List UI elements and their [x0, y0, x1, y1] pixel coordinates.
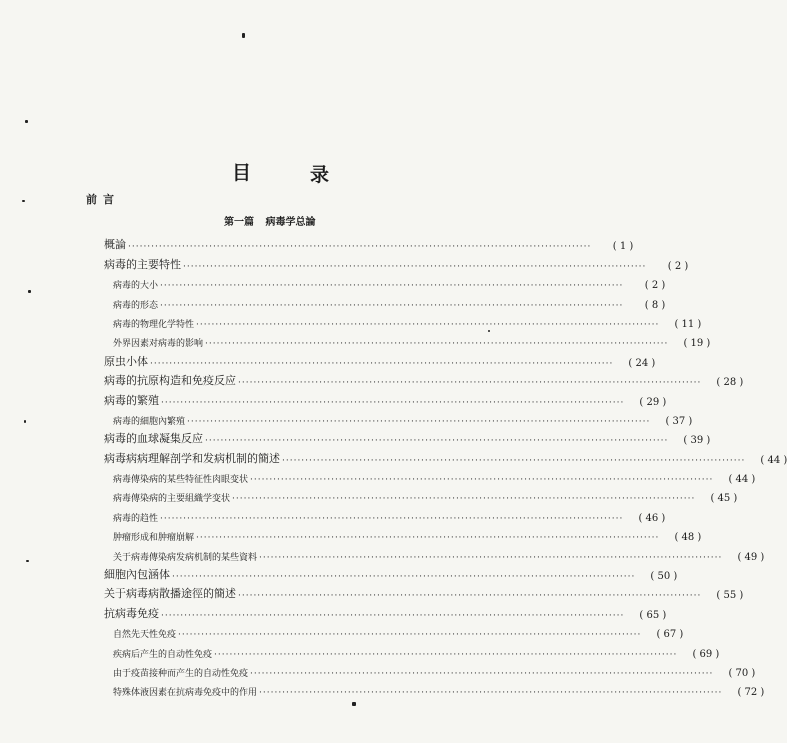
- dot-leader: ························································································································: [178, 630, 642, 641]
- contents-heading-char-2: 录: [310, 164, 330, 186]
- toc-entry-title: 病毒病病理解剖学和发病机制的簡述: [104, 451, 280, 465]
- toc-entry: [104, 563, 678, 583]
- dot-leader: ························································································································: [205, 339, 669, 350]
- toc-entry-title: 病毒的主要特性: [104, 257, 181, 271]
- toc-entry-title: 病毒的大小: [113, 281, 159, 292]
- toc-entry-title: 病毒傳染病的主要組織学变状: [113, 494, 231, 505]
- dot-leader: ························································································································: [172, 572, 636, 583]
- toc-entry: [104, 582, 744, 602]
- dot-leader: ························································································································: [205, 436, 669, 447]
- toc-entry-title: 病毒的繁殖: [104, 393, 159, 407]
- toc-entry-page: ( 45 ): [710, 493, 738, 505]
- dot-leader: ························································································································: [259, 688, 723, 699]
- scan-speck: [22, 200, 25, 202]
- toc-entry: [104, 349, 656, 369]
- scan-speck: [28, 290, 31, 293]
- toc-entry-page: ( 2 ): [667, 260, 689, 272]
- toc-entry: [104, 446, 787, 466]
- dot-leader: ························································································································: [232, 494, 696, 505]
- toc-entry-title: 疾病后产生的自动性免疫: [113, 649, 213, 660]
- toc-entry-title: 关于病毒傳染病发病机制的某些資料: [113, 552, 258, 563]
- toc-entry-title: 病毒的細胞內繁殖: [113, 416, 186, 427]
- toc-entry-page: ( 70 ): [728, 667, 756, 679]
- toc-entry-page: ( 37 ): [665, 415, 693, 427]
- toc-entry-page: ( 11 ): [674, 318, 702, 330]
- toc-entry: [104, 291, 666, 311]
- toc-entry: [104, 679, 765, 699]
- dot-leader: ························································································································: [187, 416, 651, 427]
- dot-leader: ························································································································: [161, 397, 625, 408]
- toc-entry-page: ( 39 ): [683, 435, 711, 447]
- toc-entry-page: ( 48 ): [674, 532, 702, 544]
- dot-leader: ························································································································: [161, 610, 625, 621]
- table-of-contents: [104, 233, 787, 699]
- dot-leader: ························································································································: [196, 319, 660, 330]
- part-title: 病毒学总論: [265, 217, 316, 228]
- dot-leader: ························································································································: [259, 552, 723, 563]
- toc-entry-title: 肿瘤形成和肿瘤崩解: [113, 533, 195, 544]
- toc-entry-title: 病毒的形态: [113, 300, 159, 311]
- toc-entry-page: ( 49 ): [737, 551, 765, 563]
- dot-leader: ························································································································: [183, 261, 647, 272]
- toc-entry: [104, 466, 756, 486]
- toc-entry: [104, 640, 720, 660]
- preface-entry: 前言: [86, 193, 120, 206]
- dot-leader: ························································································································: [250, 475, 714, 486]
- toc-entry: [104, 543, 765, 563]
- toc-entry-page: ( 67 ): [656, 629, 684, 641]
- toc-entry-title: 关于病毒病散播途徑的簡述: [104, 587, 236, 601]
- toc-entry: [104, 388, 667, 408]
- toc-entry: [104, 369, 744, 389]
- toc-entry-title: 特殊体液因素在抗病毒免疫中的作用: [113, 688, 258, 699]
- toc-entry: [104, 485, 738, 505]
- toc-entry-page: ( 44 ): [760, 454, 787, 466]
- toc-entry-page: ( 46 ): [638, 512, 666, 524]
- dot-leader: ························································································································: [128, 242, 592, 253]
- toc-entry-title: 病毒的血球凝集反应: [104, 432, 203, 446]
- dot-leader: ························································································································: [250, 668, 714, 679]
- toc-entry-page: ( 19 ): [683, 338, 711, 350]
- toc-entry-page: ( 24 ): [628, 357, 656, 369]
- part-label: 第一篇: [224, 217, 254, 228]
- toc-entry-page: ( 44 ): [728, 474, 756, 486]
- toc-entry-title: 由于疫苗接种而产生的自动性免疫: [113, 668, 249, 679]
- toc-entry: [104, 504, 666, 524]
- scan-speck: [488, 330, 490, 332]
- toc-entry-page: ( 28 ): [716, 377, 744, 389]
- toc-entry-title: 細胞內包涵体: [104, 568, 170, 582]
- toc-entry-page: ( 2 ): [644, 280, 666, 292]
- toc-entry-title: 病毒傳染病的某些特征性肉眼变状: [113, 475, 249, 486]
- dot-leader: ························································································································: [196, 533, 660, 544]
- toc-entry-title: 抗病毒免疫: [104, 606, 159, 620]
- scan-speck: [352, 702, 356, 706]
- toc-entry: [104, 601, 667, 621]
- toc-entry-page: ( 8 ): [644, 299, 666, 311]
- toc-entry-page: ( 29 ): [639, 396, 667, 408]
- toc-entry-page: ( 72 ): [737, 687, 765, 699]
- toc-entry-page: ( 69 ): [692, 648, 720, 660]
- toc-entry: [104, 660, 756, 679]
- toc-entry: [104, 408, 693, 427]
- toc-entry: [104, 621, 684, 641]
- toc-entry-title: 自然先天性免疫: [113, 630, 177, 641]
- scan-speck: [24, 420, 26, 423]
- dot-leader: ························································································································: [150, 358, 614, 369]
- toc-entry: [104, 252, 689, 272]
- toc-entry-title: 概論: [104, 238, 126, 252]
- dot-leader: ························································································································: [214, 649, 678, 660]
- toc-entry: [104, 311, 702, 330]
- dot-leader: ························································································································: [160, 281, 624, 292]
- contents-heading-char-1: 目: [232, 162, 252, 184]
- toc-entry-title: 病毒的物理化学特性: [113, 319, 195, 330]
- dot-leader: ························································································································: [160, 300, 624, 311]
- scan-speck: [25, 120, 28, 123]
- toc-entry-title: 外界因素对病毒的影响: [113, 339, 204, 350]
- dot-leader: ························································································································: [238, 591, 702, 602]
- toc-entry: [104, 272, 666, 292]
- toc-entry: [104, 524, 702, 544]
- toc-entry-page: ( 50 ): [650, 571, 678, 583]
- dot-leader: ························································································································: [282, 455, 746, 466]
- toc-entry: [104, 233, 634, 253]
- part-heading: [224, 213, 315, 228]
- dot-leader: ························································································································: [238, 378, 702, 389]
- toc-entry-page: ( 55 ): [716, 590, 744, 602]
- toc-entry-title: 原虫小体: [104, 354, 148, 368]
- toc-entry-title: 病毒的趋性: [113, 513, 159, 524]
- scan-speck: [242, 33, 245, 38]
- dot-leader: ························································································································: [160, 513, 624, 524]
- scan-speck: [26, 560, 29, 562]
- toc-entry: [104, 427, 711, 447]
- toc-entry-page: ( 1 ): [612, 241, 634, 253]
- toc-entry-page: ( 65 ): [639, 609, 667, 621]
- toc-entry-title: 病毒的抗原构造和免疫反应: [104, 374, 236, 388]
- toc-entry: [104, 330, 711, 350]
